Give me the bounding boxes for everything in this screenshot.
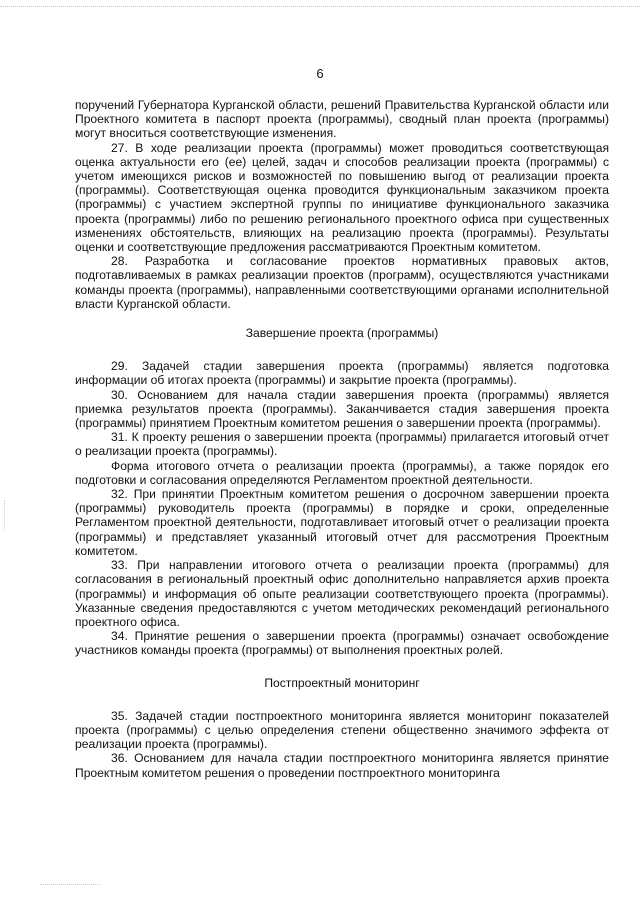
paragraph-27: 27. В ходе реализации проекта (программы) может проводиться соответствующая оценка актуальности его (ее) целей, задач и способов реализации проекта (программы) с учетом имеющихся рисков и возможностей по повышению выгод от реализации проекта (программы). Соответствующая оценка проводится функциональным заказчиком проекта (программы) с участием экспертной группы по инициативе функционального заказчика проекта (программы) либо по решению регионального проектного офиса при существенных изменениях обстоятельств, влияющих на реализацию проекта (программы). Результаты оценки и соответствующие предложения рассматриваются Проектным комитетом.	[75, 140, 609, 255]
paragraph-33: 33. При направлении итогового отчета о реализации проекта (программы) для согласования в региональный проектный офис дополнительно направляется архив проекта (программы) и информация об опыте реализации соответствующего проекта (программы). Указанные сведения предоставляются с учетом методических рекомендаций регионального проектного офиса.	[75, 558, 609, 629]
paragraph-32: 32. При принятии Проектным комитетом решения о досрочном завершении проекта (программы) руководитель проекта (программы) в порядке и сроки, определенные Регламентом проектной деятельности, подготавливает итоговый отчет о реализации проекта (программы) и представляет указанный итоговый отчет для рассмотрения Проектным комитетом.	[75, 487, 609, 558]
page-number: 6	[316, 66, 324, 81]
section-heading-post-project-monitoring: Постпроектный мониторинг	[264, 675, 420, 690]
paragraph-36: 36. Основанием для начала стадии постпроектного мониторинга является принятие Проектным комитетом решения о проведении постпроектного мониторинга	[75, 751, 609, 780]
paragraph-report-form: Форма итогового отчета о реализации проекта (программы), а также порядок его подготовки и согласования определяются Регламентом проектной деятельности.	[75, 458, 609, 487]
paragraph: поручений Губернатора Курганской области, решений Правительства Курганской области или Проектного комитета в паспорт проекта (программы), сводный план проекта (программы) могут вноситься соответствующие изменения.	[75, 98, 609, 141]
paragraph-29: 29. Задачей стадии завершения проекта (программы) является подготовка информации об итогах проекта (программы) и закрытие проекта (программы).	[75, 359, 609, 388]
paragraph-31: 31. К проекту решения о завершении проекта (программы) прилагается итоговый отчет о реализации проекта (программы).	[75, 430, 609, 459]
document-body	[75, 98, 609, 780]
paragraph-28: 28. Разработка и согласование проектов нормативных правовых актов, подготавливаемых в рамках реализации проектов (программ), осуществляются участниками команды проекта (программы), направленными соответствующими органами исполнительной власти Курганской области.	[75, 254, 609, 311]
scan-artifact-left	[4, 500, 8, 530]
paragraph-34: 34. Принятие решения о завершении проекта (программы) означает освобождение участников команды проекта (программы) от выполнения проектных ролей.	[75, 629, 609, 658]
scan-artifact-bottom	[40, 884, 100, 887]
paragraph-35: 35. Задачей стадии постпроектного мониторинга является мониторинг показателей проекта (программы) с целью определения степени общественно значимого эффекта от реализации проекта (программы).	[75, 708, 609, 752]
section-heading-project-completion: Завершение проекта (программы)	[245, 326, 439, 341]
paragraph-30: 30. Основанием для начала стадии завершения проекта (программы) является приемка результатов проекта (программы). Заканчивается стадия завершения проекта (программы) принятием Проектным комитетом решения о завершении проекта (программы).	[75, 387, 609, 431]
scan-artifact-top	[0, 6, 640, 9]
